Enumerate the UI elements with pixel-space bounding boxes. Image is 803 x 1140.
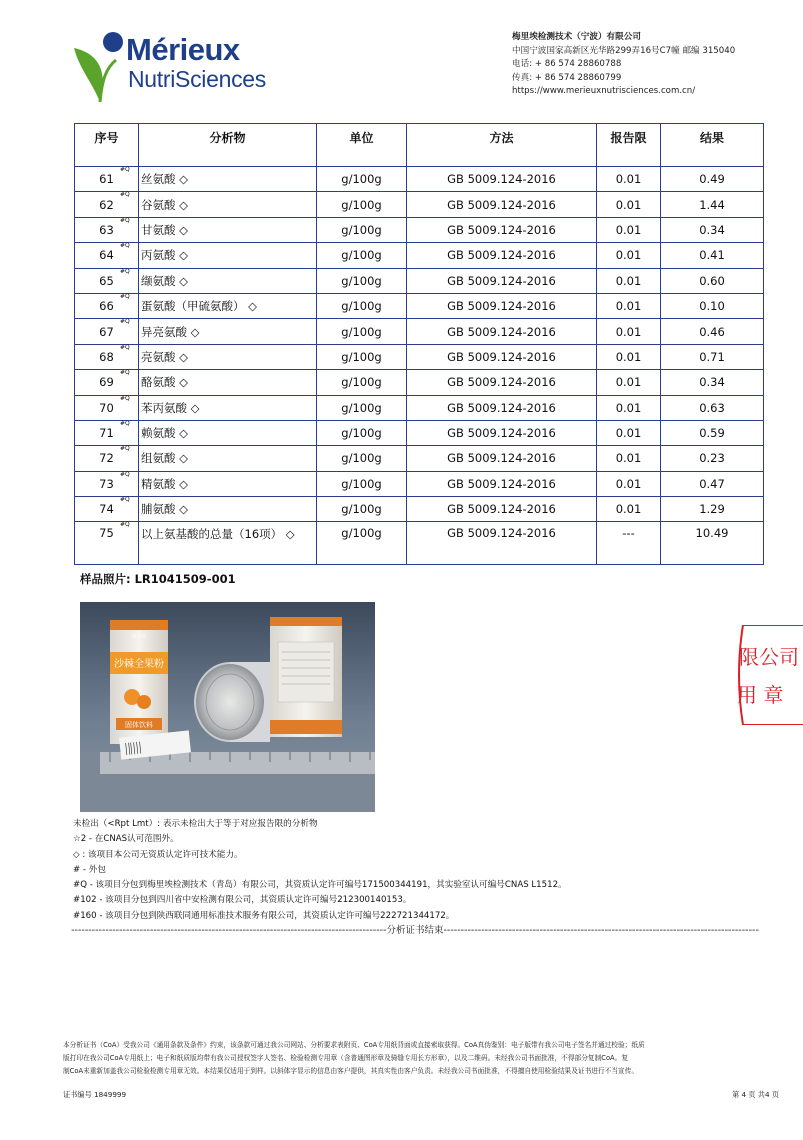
cell-analyte: 谷氨酸 ◇: [139, 192, 317, 217]
cell-method: GB 5009.124-2016: [407, 293, 597, 318]
merieux-logo: [70, 30, 290, 105]
table-row: [75, 293, 764, 318]
logo-brand-line2: NutriSciences: [128, 66, 266, 92]
table-row: [75, 192, 764, 217]
seal-line2: 用 章: [737, 683, 784, 707]
note-line: #102 - 该项目分包到四川省中安检测有限公司，其资质认定许可编号212300140153。: [73, 895, 412, 906]
cell-no: [75, 420, 139, 445]
header-method: 方法: [407, 124, 597, 167]
notes: [73, 817, 567, 924]
table-row: [75, 167, 764, 192]
row-number: 71: [99, 426, 114, 441]
cell-unit: g/100g: [317, 497, 407, 522]
subcontract-mark: #Q: [120, 343, 130, 351]
cell-analyte: 甘氨酸 ◇: [139, 217, 317, 242]
sample-photo: [80, 602, 375, 812]
cell-method: GB 5009.124-2016: [407, 344, 597, 369]
cell-unit: g/100g: [317, 243, 407, 268]
seal-line1: 限公司: [739, 645, 799, 669]
table-row: [75, 471, 764, 496]
cell-result: 1.29: [661, 497, 764, 522]
row-number: 70: [99, 400, 114, 415]
cell-method: GB 5009.124-2016: [407, 497, 597, 522]
cell-unit: g/100g: [317, 522, 407, 565]
subcontract-mark: #Q: [120, 191, 130, 199]
company-website[interactable]: https://www.merieuxnutrisciences.com.cn/: [512, 86, 696, 96]
table-row: [75, 395, 764, 420]
table-row: [75, 217, 764, 242]
cell-method: GB 5009.124-2016: [407, 471, 597, 496]
results-table: [74, 123, 764, 565]
cell-result: 0.63: [661, 395, 764, 420]
table-row: [75, 522, 764, 565]
can-brand: 甸东坊: [131, 634, 147, 640]
header-unit: 单位: [317, 124, 407, 167]
cell-result: 0.47: [661, 471, 764, 496]
cell-unit: g/100g: [317, 319, 407, 344]
table-row: [75, 497, 764, 522]
certificate-number: 证书编号 1849999: [63, 1090, 127, 1099]
cell-unit: g/100g: [317, 268, 407, 293]
cell-limit: 0.01: [597, 446, 661, 471]
cell-unit: g/100g: [317, 167, 407, 192]
row-number: 68: [99, 349, 114, 364]
cell-result: 0.46: [661, 319, 764, 344]
table-row: [75, 370, 764, 395]
company-seal: [733, 625, 803, 725]
leaf-logo-icon: [70, 30, 130, 105]
cell-method: GB 5009.124-2016: [407, 217, 597, 242]
cell-limit: 0.01: [597, 319, 661, 344]
row-number: 74: [99, 502, 114, 517]
cell-limit: 0.01: [597, 293, 661, 318]
cell-method: GB 5009.124-2016: [407, 420, 597, 445]
header-analyte: 分析物: [139, 124, 317, 167]
note-line: 未检出（<Rpt Lmt）: 表示未检出大于等于对应报告限的分析物: [73, 819, 318, 829]
cell-analyte: 以上氨基酸的总量（16项） ◇: [139, 522, 317, 565]
cell-analyte: 亮氨酸 ◇: [139, 344, 317, 369]
cell-no: [75, 192, 139, 217]
photo-label: 样品照片: LR1041509-001: [80, 572, 236, 586]
subcontract-mark: #Q: [120, 267, 130, 275]
row-number: 61: [99, 172, 114, 187]
cell-unit: g/100g: [317, 420, 407, 445]
subcontract-mark: #Q: [120, 445, 130, 453]
row-number: 62: [99, 197, 114, 212]
cell-no: [75, 268, 139, 293]
company-name: 梅里埃检测技术（宁波）有限公司: [512, 32, 641, 42]
row-number: 72: [99, 451, 114, 466]
cell-unit: g/100g: [317, 192, 407, 217]
subcontract-mark: #Q: [120, 242, 130, 250]
dash-right: --------------------------------------------------------------------------------------------: [443, 925, 759, 936]
cell-no: [75, 243, 139, 268]
subcontract-mark: #Q: [120, 394, 130, 402]
note-line: ◇ : 该项目本公司无资质认定许可技术能力。: [73, 849, 243, 860]
subcontract-mark: #Q: [120, 292, 130, 300]
cell-result: 0.59: [661, 420, 764, 445]
note-line: #160 - 该项目分包到陕西联同通用标准技术服务有限公司，其资质认定许可编号222721344172。: [73, 910, 455, 921]
note-line: #Q - 该项目分包到梅里埃检测技术（青岛）有限公司，其资质认定许可编号171500344191，其实验室认可编号CNAS L1512。: [73, 880, 567, 891]
cell-limit: 0.01: [597, 497, 661, 522]
cell-limit: 0.01: [597, 243, 661, 268]
cell-no: [75, 344, 139, 369]
company-phone: 电话: + 86 574 28860788: [512, 59, 622, 69]
cell-method: GB 5009.124-2016: [407, 319, 597, 344]
row-number: 64: [99, 248, 114, 263]
cell-analyte: 脯氨酸 ◇: [139, 497, 317, 522]
cell-no: [75, 497, 139, 522]
table-row: [75, 420, 764, 445]
company-info: [512, 31, 735, 99]
cell-limit: 0.01: [597, 268, 661, 293]
cell-method: GB 5009.124-2016: [407, 522, 597, 565]
subcontract-mark: #Q: [120, 521, 130, 529]
cell-analyte: 缬氨酸 ◇: [139, 268, 317, 293]
page-number: 第 4 页 共4 页: [732, 1090, 780, 1099]
can-subtitle: 固体饮料: [125, 721, 153, 729]
cell-method: GB 5009.124-2016: [407, 167, 597, 192]
dash-left: --------------------------------------------------------------------------------------------: [71, 925, 387, 936]
row-number: 66: [99, 299, 114, 314]
cell-analyte: 酪氨酸 ◇: [139, 370, 317, 395]
cell-result: 10.49: [661, 522, 764, 565]
table-row: [75, 243, 764, 268]
cell-method: GB 5009.124-2016: [407, 395, 597, 420]
row-number: 63: [99, 222, 114, 237]
cell-no: [75, 471, 139, 496]
row-number: 69: [99, 375, 114, 390]
cell-analyte: 异亮氨酸 ◇: [139, 319, 317, 344]
cell-limit: 0.01: [597, 471, 661, 496]
cell-result: 1.44: [661, 192, 764, 217]
cell-limit: 0.01: [597, 344, 661, 369]
cell-result: 0.49: [661, 167, 764, 192]
cell-no: [75, 293, 139, 318]
cell-unit: g/100g: [317, 370, 407, 395]
logo-brand-line1: Mérieux: [126, 32, 240, 67]
cell-no: [75, 395, 139, 420]
disclaimer: [63, 1039, 763, 1078]
table-row: [75, 319, 764, 344]
cell-limit: 0.01: [597, 167, 661, 192]
note-line: # - 外包: [73, 864, 106, 875]
cell-unit: g/100g: [317, 344, 407, 369]
cell-analyte: 丝氨酸 ◇: [139, 167, 317, 192]
subcontract-mark: #Q: [120, 496, 130, 504]
cell-method: GB 5009.124-2016: [407, 243, 597, 268]
cell-no: [75, 446, 139, 471]
cell-unit: g/100g: [317, 395, 407, 420]
cell-analyte: 组氨酸 ◇: [139, 446, 317, 471]
cell-result: 0.34: [661, 370, 764, 395]
can-title: 沙棘全果粉: [114, 659, 164, 670]
note-line: ☆2 - 在CNAS认可范围外。: [73, 834, 179, 845]
cell-result: 0.71: [661, 344, 764, 369]
company-fax: 传真: + 86 574 28860799: [512, 72, 622, 83]
certificate-end-line: [70, 922, 760, 936]
cell-method: GB 5009.124-2016: [407, 268, 597, 293]
cell-result: 0.41: [661, 243, 764, 268]
subcontract-mark: #Q: [120, 216, 130, 224]
row-number: 67: [99, 324, 114, 339]
cell-no: [75, 522, 139, 565]
subcontract-mark: #Q: [120, 318, 130, 326]
cell-unit: g/100g: [317, 293, 407, 318]
cell-no: [75, 217, 139, 242]
cell-no: [75, 370, 139, 395]
table-row: [75, 268, 764, 293]
cell-limit: 0.01: [597, 217, 661, 242]
cell-analyte: 精氨酸 ◇: [139, 471, 317, 496]
cell-no: [75, 319, 139, 344]
cell-method: GB 5009.124-2016: [407, 446, 597, 471]
table-row: [75, 344, 764, 369]
cell-result: 0.60: [661, 268, 764, 293]
header-no: 序号: [75, 124, 139, 167]
cell-analyte: 丙氨酸 ◇: [139, 243, 317, 268]
cell-unit: g/100g: [317, 217, 407, 242]
cell-limit: 0.01: [597, 370, 661, 395]
cell-result: 0.23: [661, 446, 764, 471]
cell-result: 0.34: [661, 217, 764, 242]
cell-unit: g/100g: [317, 446, 407, 471]
cell-unit: g/100g: [317, 471, 407, 496]
cell-analyte: 蛋氨酸（甲硫氨酸） ◇: [139, 293, 317, 318]
disclaimer-line: 制CoA未重新加盖我公司检验检测专用章无效。本结果仅适用于到样。以斜体字显示的信息由客户提供，其真实性由客户负责。未经我公司书面批准，不得擅自使用检验结果及证书进行不当宣传。: [63, 1067, 639, 1075]
subcontract-mark: #Q: [120, 419, 130, 427]
subcontract-mark: #Q: [120, 369, 130, 377]
cell-limit: 0.01: [597, 395, 661, 420]
cell-limit: ---: [597, 522, 661, 565]
cell-analyte: 赖氨酸 ◇: [139, 420, 317, 445]
cell-no: [75, 167, 139, 192]
cell-method: GB 5009.124-2016: [407, 192, 597, 217]
subcontract-mark: #Q: [120, 166, 130, 173]
company-address: 中国宁波国家高新区光华路299弄16号C7幢 邮编 315040: [512, 45, 736, 56]
header-limit: 报告限: [597, 124, 661, 167]
cell-limit: 0.01: [597, 420, 661, 445]
subcontract-mark: #Q: [120, 470, 130, 478]
row-number: 73: [99, 476, 114, 491]
cell-result: 0.10: [661, 293, 764, 318]
row-number: 65: [99, 273, 114, 288]
header-result: 结果: [661, 124, 764, 167]
cell-method: GB 5009.124-2016: [407, 370, 597, 395]
row-number: 75: [99, 526, 114, 541]
table-row: [75, 446, 764, 471]
disclaimer-line: 本分析证书（CoA）受我公司《通用条款及条件》约束，该条款可通过我公司网站、分析要求表附页、CoA专用纸背面或直接索取获得。CoA真伪鉴别：电子版带有我公司电子签名并通过校验；纸质: [63, 1041, 645, 1049]
certificate-end-text: 分析证书结束: [386, 925, 444, 936]
table-header-row: [75, 124, 764, 167]
cell-limit: 0.01: [597, 192, 661, 217]
cell-analyte: 苯丙氨酸 ◇: [139, 395, 317, 420]
disclaimer-line: 版打印在我公司CoA专用纸上；电子和纸质版均带有我公司授权签字人签名、检验检测专用章（含普通图形章及骑缝专用长方形章），以及二维码。未经我公司书面批准，不得部分复制CoA。复: [63, 1054, 629, 1062]
